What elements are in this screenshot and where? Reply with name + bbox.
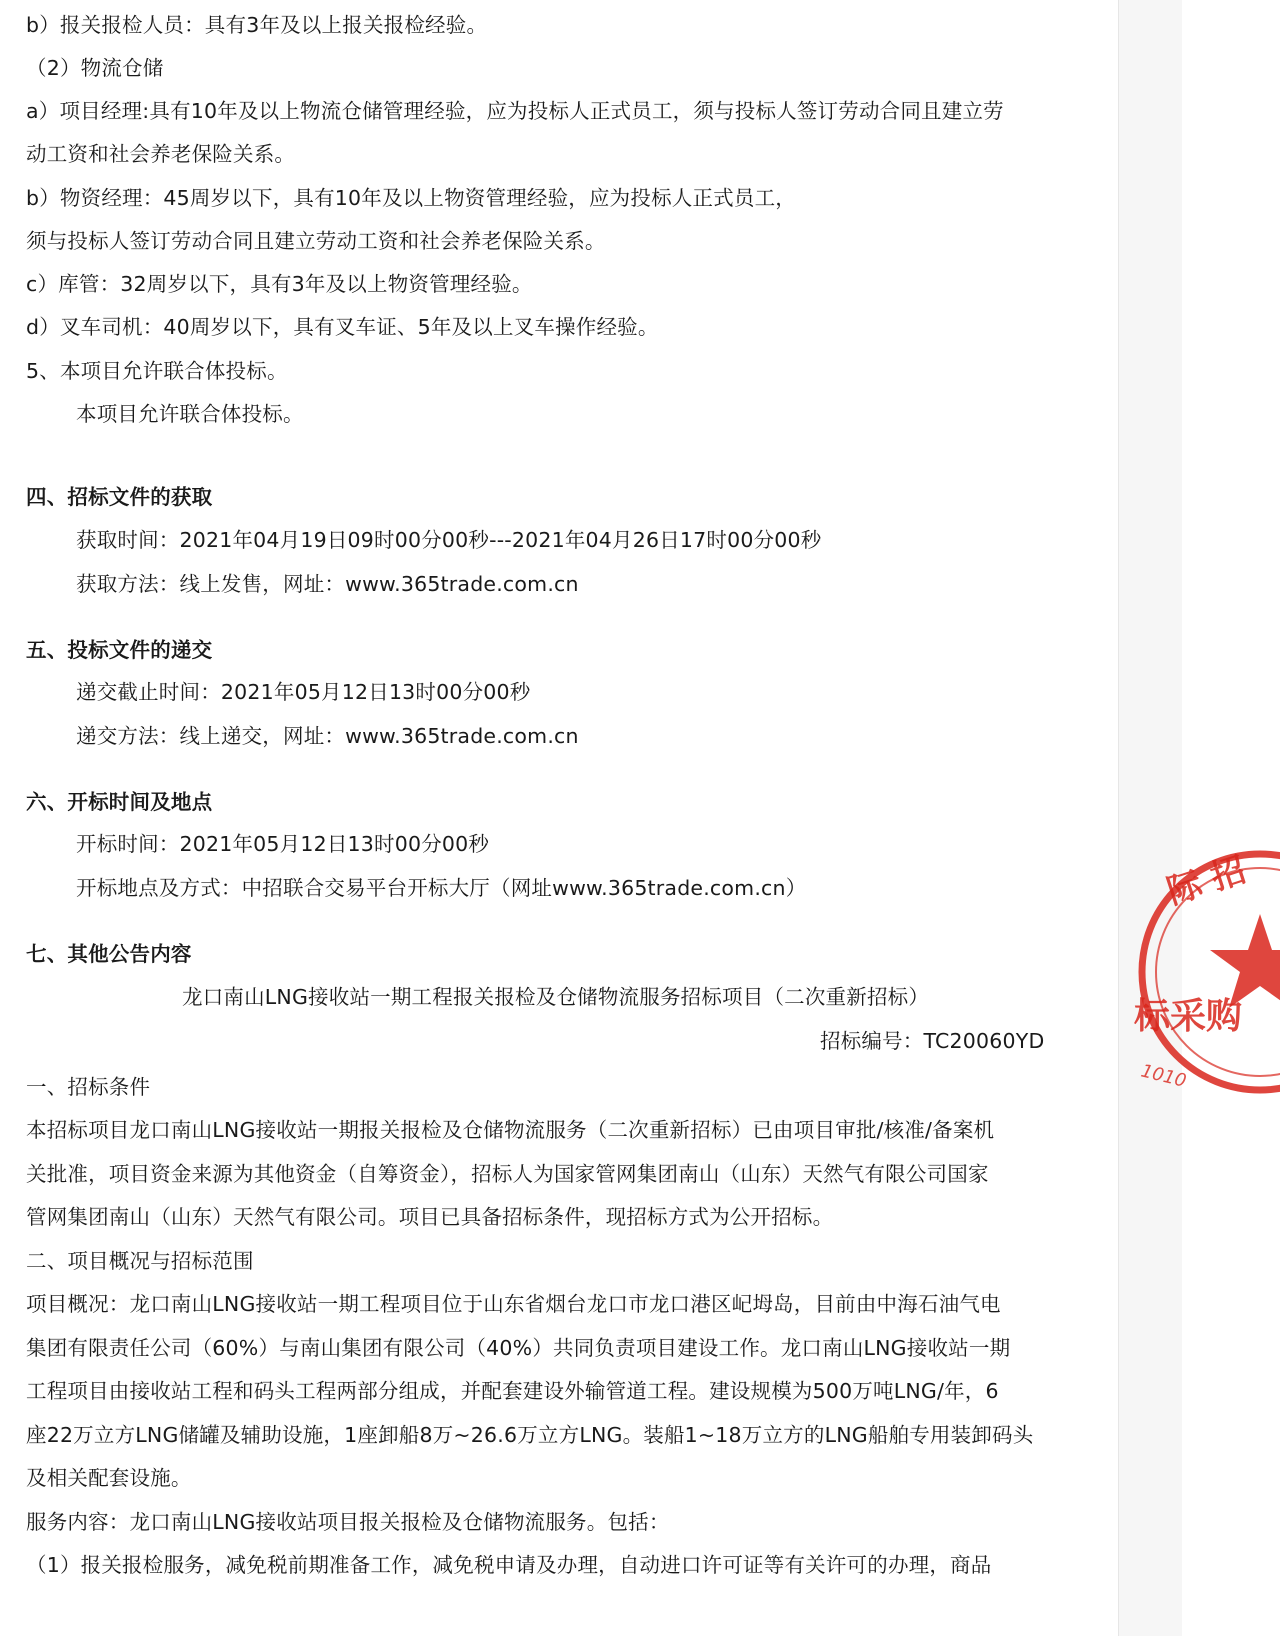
text-line: 获取时间：2021年04月19日09时00分00秒---2021年04月26日17时00分00秒 (76, 528, 822, 552)
section-heading: 五、投标文件的递交 (26, 638, 213, 662)
text-line: 及相关配套设施。 (26, 1466, 192, 1490)
text-line: 动工资和社会养老保险关系。 (26, 142, 296, 166)
text-line: （2）物流仓储 (26, 56, 164, 80)
text-line: 座22万立方LNG储罐及辅助设施，1座卸船8万~26.6万立方LNG。装船1~18万立方的LNG船舶专用装卸码头 (26, 1423, 1034, 1447)
text-line: b）物资经理：45周岁以下，具有10年及以上物资管理经验，应为投标人正式员工， (26, 186, 796, 210)
text-line: 本招标项目龙口南山LNG接收站一期报关报检及仓储物流服务（二次重新招标）已由项目审批/核准/备案机 (26, 1118, 995, 1142)
text-line: 项目概况：龙口南山LNG接收站一期工程项目位于山东省烟台龙口市龙口港区屺坶岛，目前由中海石油气电 (26, 1292, 1001, 1316)
official-seal (1130, 849, 1280, 1122)
seal-text-mid: 标采购 (1134, 996, 1243, 1037)
subsection-heading: 二、项目概况与招标范围 (26, 1249, 254, 1273)
text-line: 开标地点及方式：中招联合交易平台开标大厅（网址www.365trade.com.cn） (76, 876, 807, 900)
text-line: 递交方法：线上递交，网址：www.365trade.com.cn (76, 724, 579, 748)
text-line: d）叉车司机：40周岁以下，具有叉车证、5年及以上叉车操作经验。 (26, 315, 659, 339)
text-line: （1）报关报检服务，减免税前期准备工作，减免税申请及办理，自动进口许可证等有关许可的办理，商品 (26, 1553, 992, 1577)
tender-code: 招标编号：TC20060YD (820, 1029, 1045, 1053)
section-heading: 四、招标文件的获取 (26, 485, 213, 509)
section-heading: 六、开标时间及地点 (26, 790, 213, 814)
subsection-heading: 一、招标条件 (26, 1075, 151, 1099)
text-line: 须与投标人签订劳动合同且建立劳动工资和社会养老保险关系。 (26, 229, 606, 253)
text-line: 5、本项目允许联合体投标。 (26, 359, 288, 383)
text-line: 开标时间：2021年05月12日13时00分00秒 (76, 832, 490, 856)
text-line: b）报关报检人员：具有3年及以上报关报检经验。 (26, 13, 488, 37)
seal-text-top: 际 招 (1162, 849, 1251, 913)
page-margin (1118, 0, 1182, 1636)
text-line: 获取方法：线上发售，网址：www.365trade.com.cn (76, 572, 579, 596)
text-line: 本项目允许联合体投标。 (76, 402, 304, 426)
text-line: 关批准，项目资金来源为其他资金（自筹资金），招标人为国家管网集团南山（山东）天然气有限公司国家 (26, 1162, 989, 1186)
text-line: a）项目经理:具有10年及以上物流仓储管理经验，应为投标人正式员工，须与投标人签订劳动合同且建立劳 (26, 99, 1004, 123)
text-line: 工程项目由接收站工程和码头工程两部分组成，并配套建设外输管道工程。建设规模为500万吨LNG/年，6 (26, 1379, 999, 1403)
text-line: 递交截止时间：2021年05月12日13时00分00秒 (76, 680, 531, 704)
text-line: 集团有限责任公司（60%）与南山集团有限公司（40%）共同负责项目建设工作。龙口南山LNG接收站一期 (26, 1336, 1011, 1360)
section-heading: 七、其他公告内容 (26, 942, 192, 966)
seal-star-icon (1210, 914, 1280, 1008)
seal-digits: 1010 (1138, 1060, 1189, 1092)
text-line: 管网集团南山（山东）天然气有限公司。项目已具备招标条件，现招标方式为公开招标。 (26, 1205, 834, 1229)
text-line: c）库管：32周岁以下，具有3年及以上物资管理经验。 (26, 272, 533, 296)
project-title: 龙口南山LNG接收站一期工程报关报检及仓储物流服务招标项目（二次重新招标） (182, 985, 930, 1009)
text-line: 服务内容：龙口南山LNG接收站项目报关报检及仓储物流服务。包括： (26, 1510, 670, 1534)
